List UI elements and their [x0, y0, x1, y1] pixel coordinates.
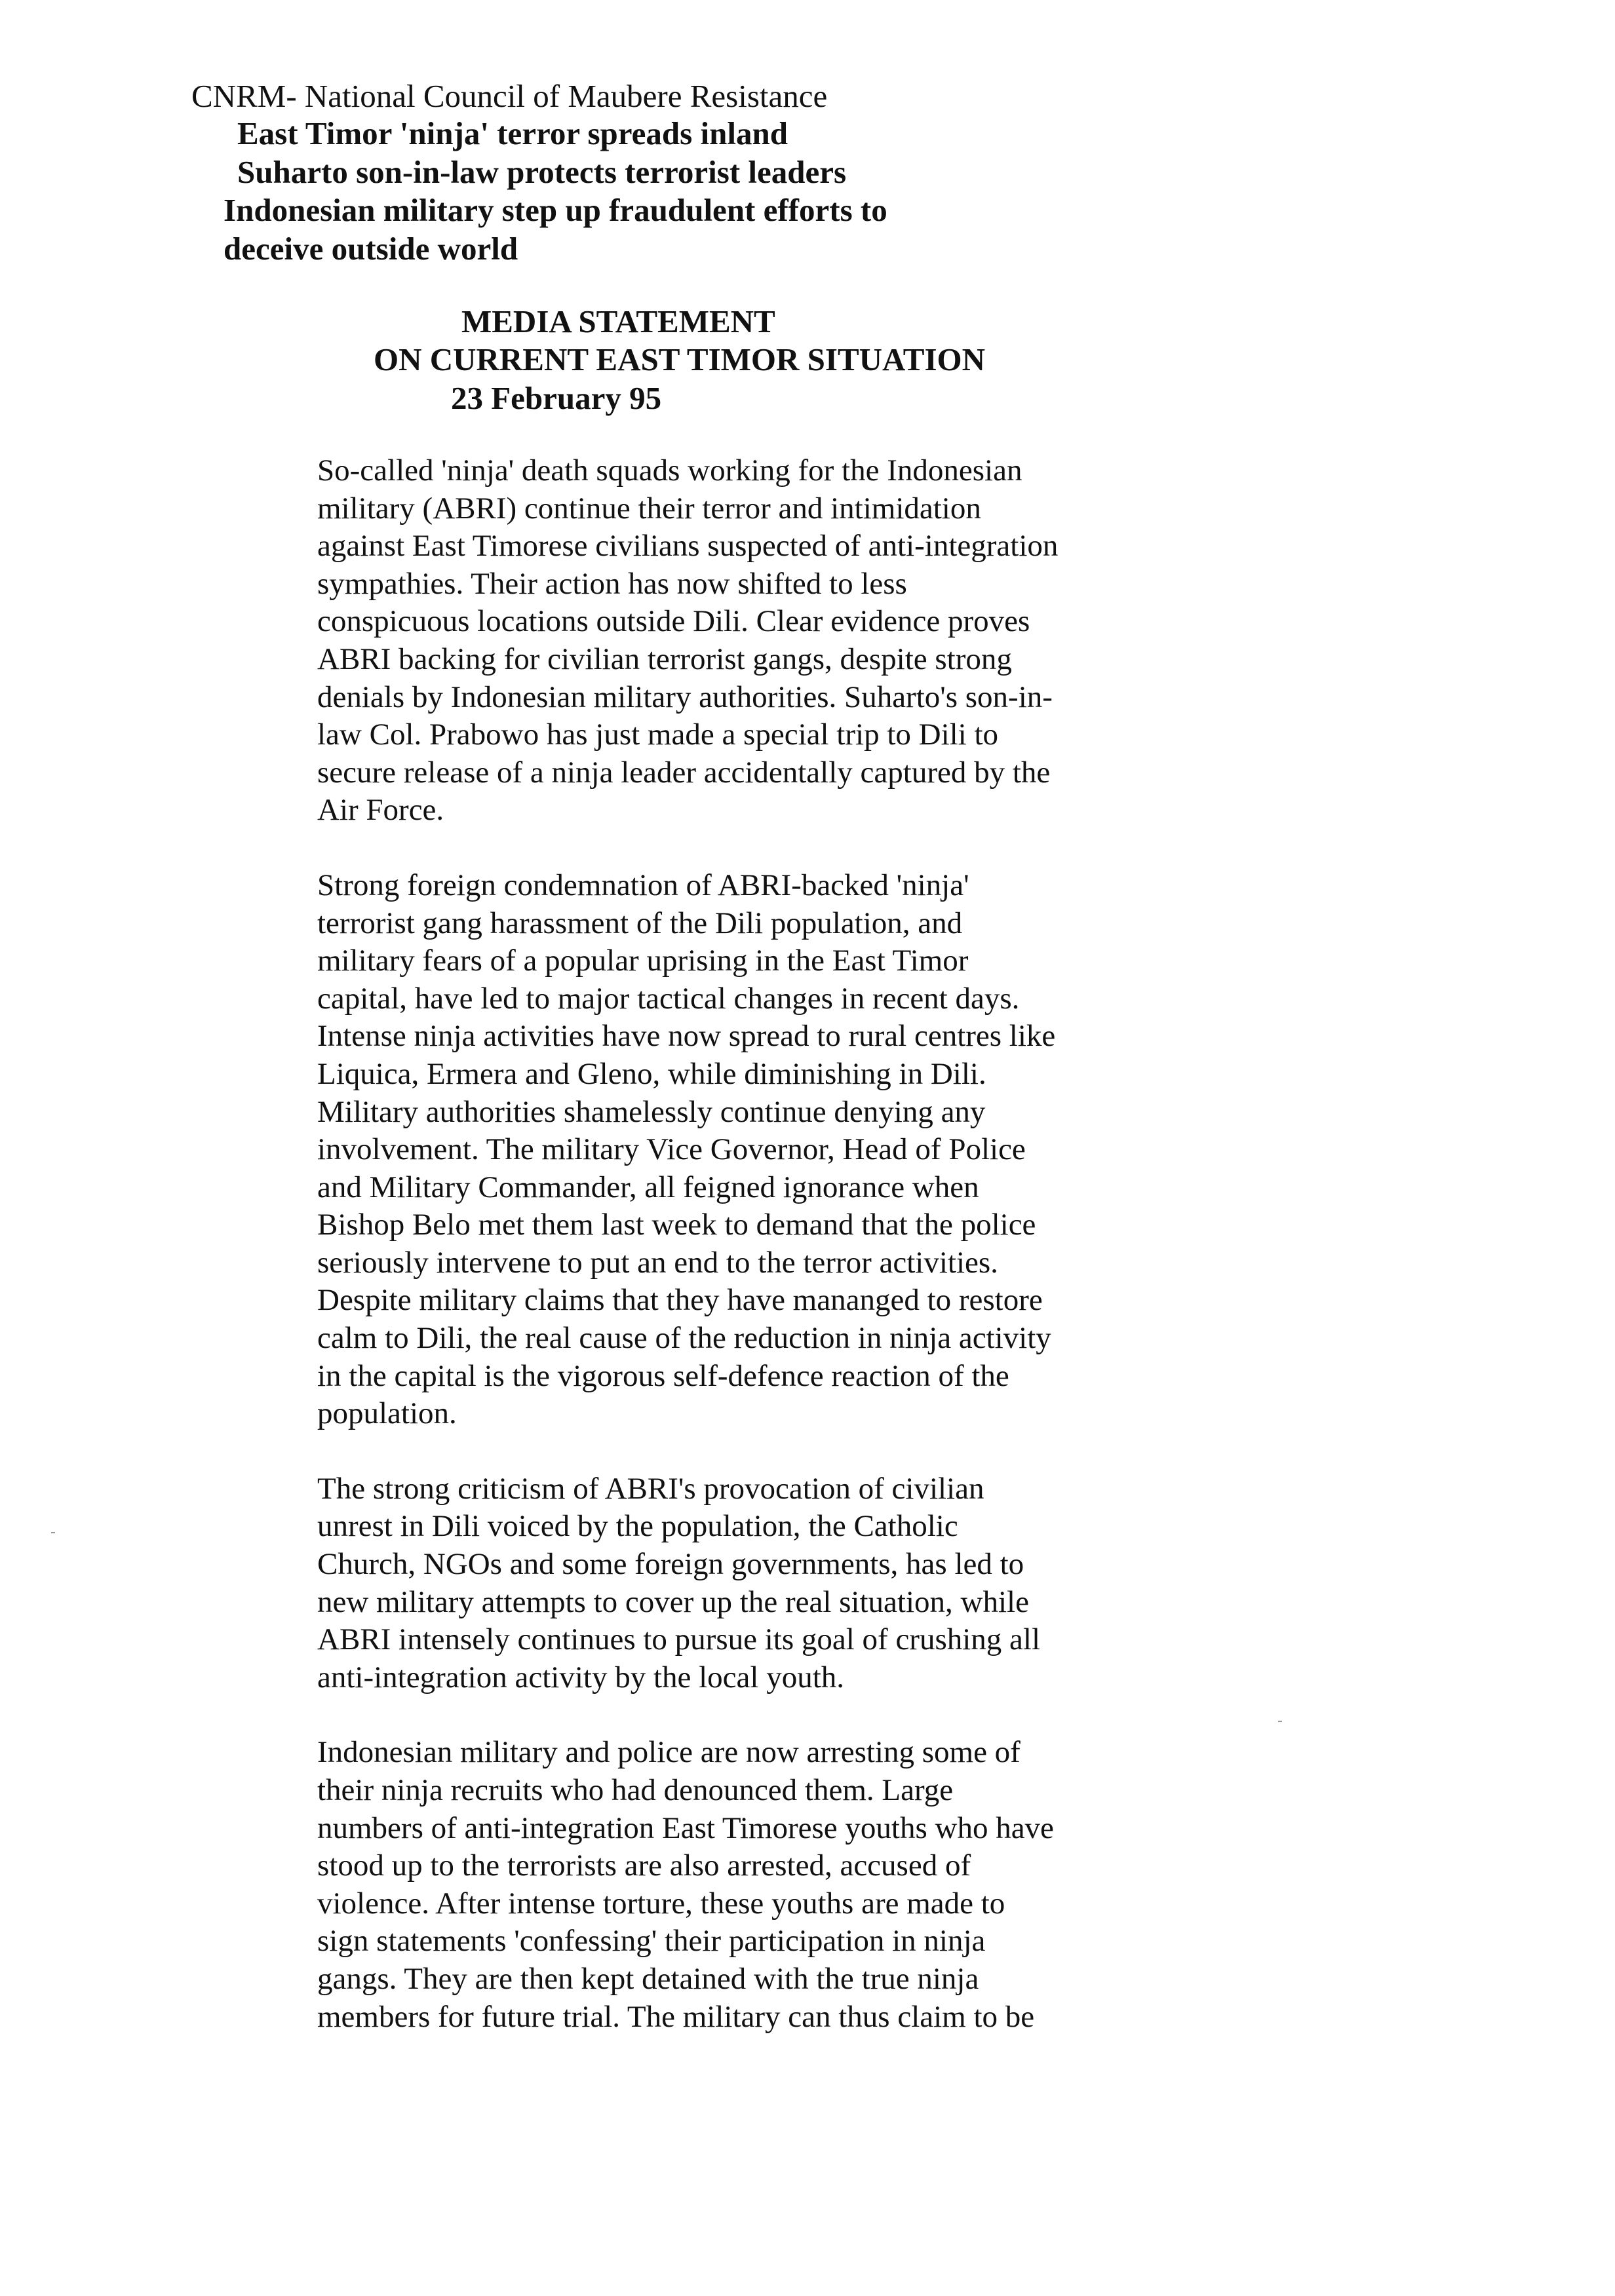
text-line: Strong foreign condemnation of ABRI-backed 'ninja': [317, 868, 969, 902]
text-line: violence. After intense torture, these youths are made to: [317, 1886, 1005, 1921]
text-line: and Military Commander, all feigned ignorance when: [317, 1170, 979, 1204]
text-line: numbers of anti-integration East Timorese youths who have: [317, 1810, 1054, 1845]
text-line: ABRI intensely continues to pursue its goal of crushing all: [317, 1622, 1041, 1657]
text-line: sympathies. Their action has now shifted to less: [317, 566, 907, 601]
organization-name: CNRM- National Council of Maubere Resistance: [191, 78, 828, 114]
text-line: Bishop Belo met them last week to demand that the police: [317, 1208, 1036, 1242]
text-line: So-called 'ninja' death squads working for the Indonesian: [317, 453, 1022, 488]
text-line: military (ABRI) continue their terror and intimidation: [317, 491, 981, 526]
text-line: terrorist gang harassment of the Dili population, and: [317, 906, 963, 940]
text-line: conspicuous locations outside Dili. Clear evidence proves: [317, 604, 1030, 639]
text-line: population.: [317, 1396, 457, 1431]
text-line: Indonesian military and police are now arresting some of: [317, 1735, 1021, 1770]
statement-title-line-1: MEDIA STATEMENT: [461, 303, 775, 339]
text-line: involvement. The military Vice Governor, Head of Police: [317, 1132, 1026, 1167]
text-line: ABRI backing for civilian terrorist gangs, despite strong: [317, 641, 1012, 676]
text-line: Intense ninja activities have now spread to rural centres like: [317, 1019, 1056, 1054]
text-line: stood up to the terrorists are also arrested, accused of: [317, 1848, 971, 1883]
statement-body: [317, 452, 1156, 2073]
text-line: members for future trial. The military can thus claim to be: [317, 1999, 1035, 2034]
text-line: Liquica, Ermera and Gleno, while diminishing in Dili.: [317, 1056, 986, 1091]
text-line: Despite military claims that they have mananged to restore: [317, 1283, 1043, 1318]
paragraph-4: [317, 1734, 1156, 2036]
headline-1: East Timor 'ninja' terror spreads inland: [237, 115, 788, 151]
text-line: Air Force.: [317, 793, 444, 828]
text-line: unrest in Dili voiced by the population, the Catholic: [317, 1509, 958, 1544]
text-line: law Col. Prabowo has just made a special trip to Dili to: [317, 718, 999, 752]
paragraph-2: [317, 867, 1156, 1433]
text-line: Church, NGOs and some foreign governments, has led to: [317, 1547, 1024, 1582]
text-line: seriously intervene to put an end to the terror activities.: [317, 1245, 998, 1280]
text-line: calm to Dili, the real cause of the reduction in ninja activity: [317, 1321, 1051, 1356]
headline-4: deceive outside world: [224, 231, 518, 267]
scan-speck: [1278, 1721, 1282, 1722]
text-line: sign statements 'confessing' their participation in ninja: [317, 1924, 986, 1959]
text-line: secure release of a ninja leader accidentally captured by the: [317, 755, 1051, 790]
headline-3: Indonesian military step up fraudulent efforts to: [224, 192, 887, 228]
text-line: The strong criticism of ABRI's provocation of civilian: [317, 1471, 984, 1506]
text-line: capital, have led to major tactical changes in recent days.: [317, 981, 1020, 1016]
text-line: denials by Indonesian military authorities. Suharto's son-in-: [317, 679, 1053, 714]
paragraph-3: [317, 1470, 1156, 1697]
statement-date: 23 February 95: [451, 380, 662, 416]
statement-title-line-2: ON CURRENT EAST TIMOR SITUATION: [374, 341, 986, 377]
text-line: military fears of a popular uprising in the East Timor: [317, 944, 969, 978]
text-line: their ninja recruits who had denounced them. Large: [317, 1773, 954, 1807]
text-line: gangs. They are then kept detained with the true ninja: [317, 1961, 979, 1996]
scan-speck: [51, 1532, 55, 1533]
text-line: against East Timorese civilians suspected of anti-integration: [317, 529, 1059, 564]
text-line: Military authorities shamelessly continue denying any: [317, 1094, 986, 1129]
text-line: new military attempts to cover up the real situation, while: [317, 1584, 1029, 1619]
text-line: anti-integration activity by the local youth.: [317, 1660, 845, 1694]
paragraph-1: [317, 452, 1156, 830]
text-line: in the capital is the vigorous self-defence reaction of the: [317, 1358, 1009, 1393]
headline-2: Suharto son-in-law protects terrorist leaders: [237, 154, 847, 190]
